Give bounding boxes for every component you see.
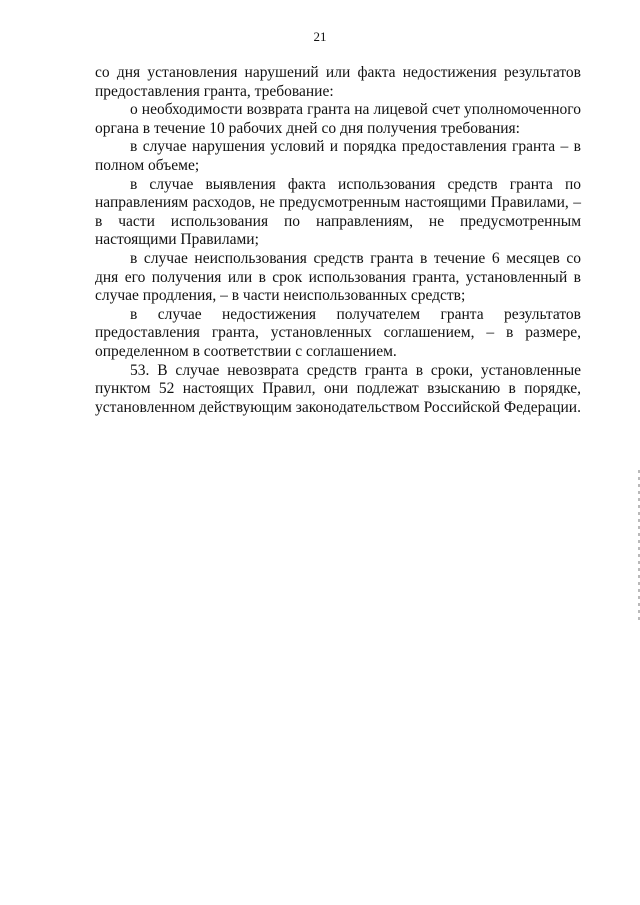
paragraph-53-recovery: 53. В случае невозврата средств гранта в сроки, установленные пунктом 52 настоящих Правил, они подлежат взысканию в порядке, установленном действующим законодательством Российской Федерации. [95,361,581,416]
paragraph-results-not-achieved-case: в случае недостижения получателем гранта результатов предоставления гранта, установленных соглашением, – в размере, определенном в соответствии с соглашением. [95,305,581,360]
page-number: 21 [313,29,327,44]
paragraph-misuse-case: в случае выявления факта использования средств гранта по направлениям расходов, не предусмотренным настоящими Правилами, – в части использования по направлениям, не предусмотренным настоящими Правилами; [95,175,581,249]
paragraph-unused-funds-case: в случае неиспользования средств гранта в течение 6 месяцев со дня его получения или в срок использования гранта, установленный в случае продления, – в части неиспользованных средств; [95,249,581,305]
paragraph-continuation: со дня установления нарушений или факта недостижения результатов предоставления гранта, требование: [95,64,581,100]
paragraph-repayment-requirement: о необходимости возврата гранта на лицевой счет уполномоченного органа в течение 10 рабочих дней со дня получения требования: [95,101,581,137]
paragraph-violation-case: в случае нарушения условий и порядка предоставления гранта – в полном объеме; [95,138,581,174]
document-body [95,64,581,417]
